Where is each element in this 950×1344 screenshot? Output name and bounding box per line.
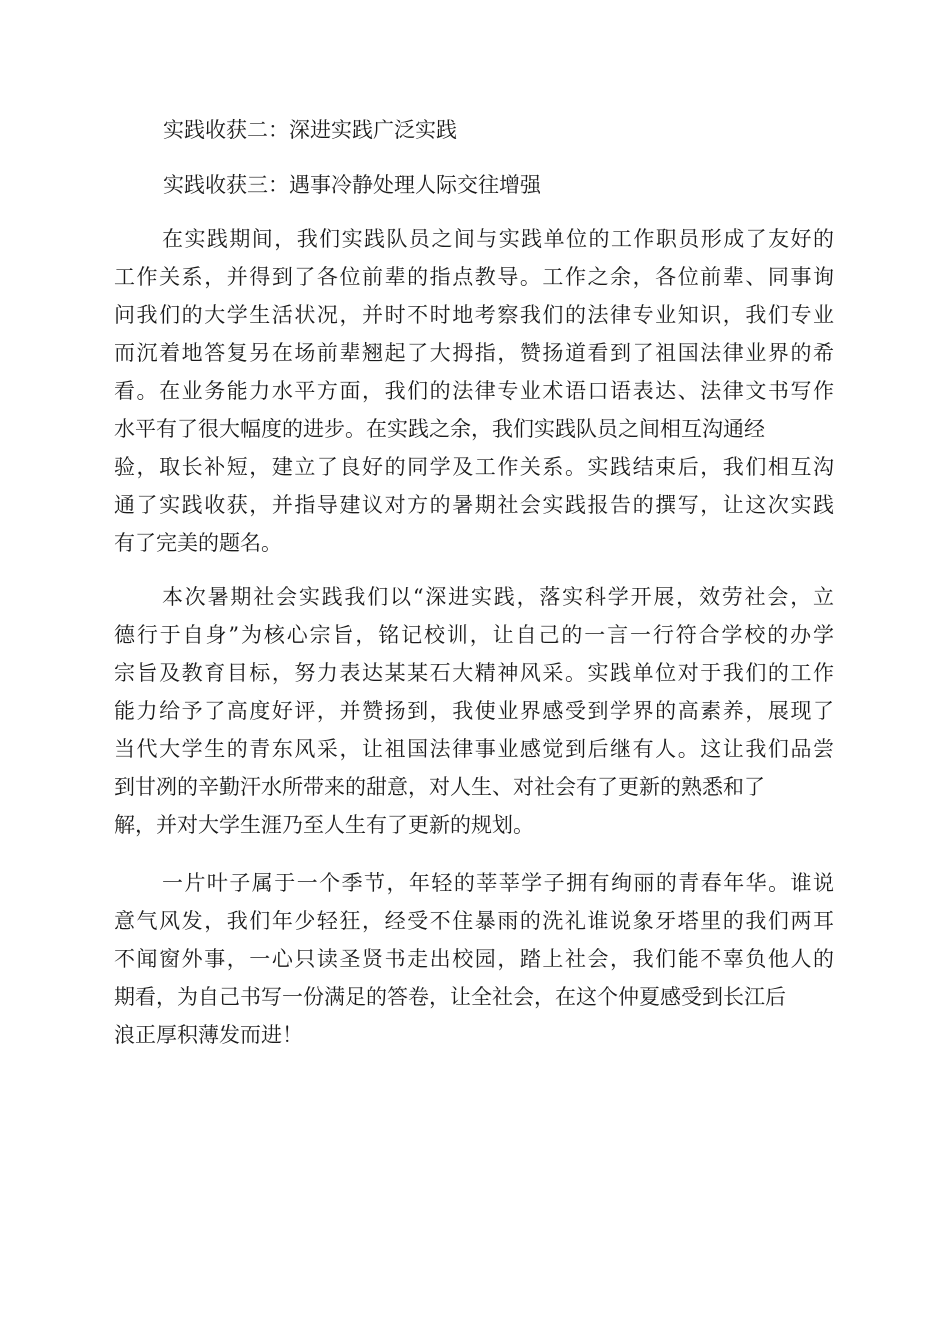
text-line: 能力给予了高度好评，并赞扬到，我使业界感受到学界的高素养，展现了 — [114, 699, 834, 723]
body-paragraph-3 — [114, 864, 834, 1054]
text-line: 浪正厚积薄发而进！ — [114, 1023, 303, 1047]
text-line: 工作关系，并得到了各位前辈的指点教导。工作之余，各位前辈、同事询 — [114, 265, 834, 289]
text-line: 意气风发，我们年少轻狂，经受不住暴雨的洗礼谁说象牙塔里的我们两耳 — [114, 909, 834, 933]
text-line: 而沉着地答复另在场前辈翘起了大拇指，赞扬道看到了祖国法律业界的希 — [114, 341, 834, 365]
text-line: 水平有了很大幅度的进步。在实践之余，我们实践队员之间相互沟通经 — [114, 417, 765, 441]
section-heading-gain-three: 实践收获三：遇事冷静处理人际交往增强 — [163, 173, 541, 197]
text-line: 本次暑期社会实践我们以“深进实践，落实科学开展，效劳社会，立 — [162, 585, 834, 609]
text-line: 看。在业务能力水平方面，我们的法律专业术语口语表达、法律文书写作 — [114, 379, 834, 403]
text-line: 期看，为自己书写一份满足的答卷，让全社会，在这个仲夏感受到长江后 — [114, 985, 786, 1009]
text-line: 在实践期间，我们实践队员之间与实践单位的工作职员形成了友好的 — [162, 227, 834, 251]
text-line: 有了完美的题名。 — [114, 531, 282, 555]
text-line: 到甘冽的辛勤汗水所带来的甜意，对人生、对社会有了更新的熟悉和了 — [114, 775, 765, 799]
text-line: 解，并对大学生涯乃至人生有了更新的规划。 — [114, 813, 534, 837]
text-line: 问我们的大学生活状况，并时不时地考察我们的法律专业知识，我们专业 — [114, 303, 834, 327]
section-heading-gain-two: 实践收获二：深进实践广泛实践 — [163, 118, 457, 142]
text-line: 验，取长补短，建立了良好的同学及工作关系。实践结束后，我们相互沟 — [114, 455, 834, 479]
body-paragraph-1 — [114, 220, 834, 562]
body-paragraph-2 — [114, 578, 834, 844]
text-line: 宗旨及教育目标，努力表达某某石大精神风采。实践单位对于我们的工作 — [114, 661, 834, 685]
text-line: 一片叶子属于一个季节，年轻的莘莘学子拥有绚丽的青春年华。谁说 — [162, 871, 834, 895]
text-line: 不闻窗外事，一心只读圣贤书走出校园，踏上社会，我们能不辜负他人的 — [114, 947, 834, 971]
text-line: 通了实践收获，并指导建议对方的暑期社会实践报告的撰写，让这次实践 — [114, 493, 834, 517]
text-line: 当代大学生的青东风采，让祖国法律事业感觉到后继有人。这让我们品尝 — [114, 737, 834, 761]
text-line: 德行于自身”为核心宗旨，铭记校训，让自己的一言一行符合学校的办学 — [114, 623, 834, 647]
